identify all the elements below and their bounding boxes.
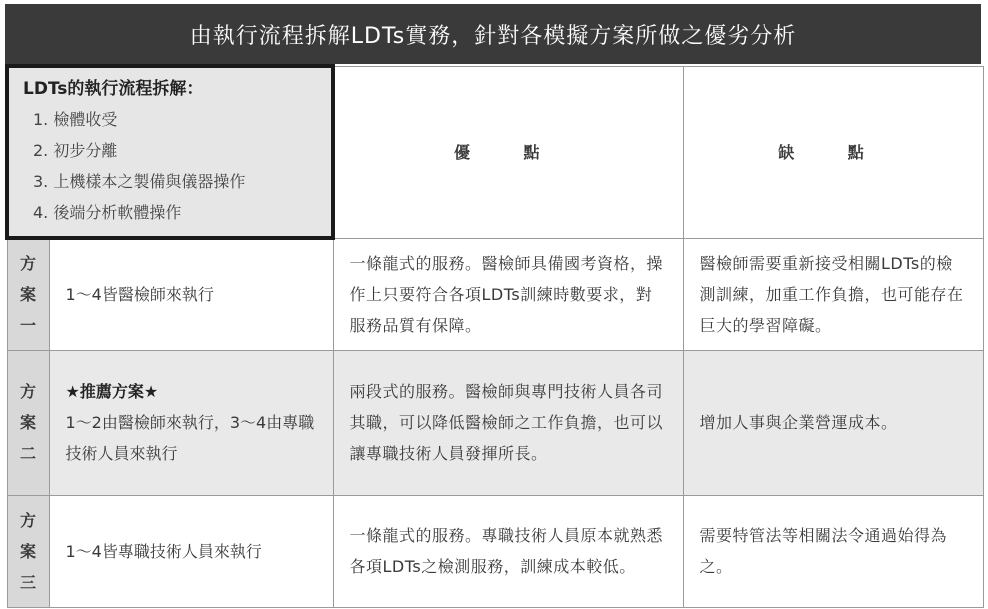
plan-label bbox=[7, 350, 49, 495]
plan-description: 1～4皆醫檢師來執行 bbox=[49, 238, 333, 350]
plan-description-cell bbox=[49, 350, 333, 495]
analysis-table-frame bbox=[5, 4, 981, 602]
plan-label-char: 案 bbox=[19, 413, 36, 432]
plan-label-char: 三 bbox=[19, 572, 36, 592]
comparison-table bbox=[5, 64, 984, 608]
header-row bbox=[7, 66, 983, 238]
plan-row-1 bbox=[7, 238, 983, 350]
pros-header: 優 點 bbox=[333, 66, 683, 238]
plan-label-char: 方 bbox=[19, 254, 36, 274]
plan-label-char: 二 bbox=[19, 444, 36, 463]
flow-heading: LDTs的執行流程拆解： bbox=[23, 79, 204, 99]
plan-row-3 bbox=[7, 495, 983, 607]
plan-cons: 需要特管法等相關法令通過始得為之。 bbox=[683, 495, 983, 607]
flow-step: 2. 初步分離 bbox=[33, 141, 118, 160]
plan-label-char: 案 bbox=[19, 541, 36, 561]
plan-label-char: 方 bbox=[19, 382, 36, 401]
plan-pros: 兩段式的服務。醫檢師與專門技術人員各司其職，可以降低醫檢師之工作負擔，也可以讓專職技術人員發揮所長。 bbox=[333, 350, 683, 495]
plan-label bbox=[7, 238, 49, 350]
plan-pros: 一條龍式的服務。醫檢師具備國考資格，操作上只要符合各項LDTs訓練時數要求，對服務品質有保障。 bbox=[333, 238, 683, 350]
flow-step: 1. 檢體收受 bbox=[33, 110, 118, 129]
flow-step: 4. 後端分析軟體操作 bbox=[33, 203, 182, 222]
plan-description: 1～2由醫檢師來執行，3～4由專職技術人員來執行 bbox=[65, 413, 315, 463]
plan-pros: 一條龍式的服務。專職技術人員原本就熟悉各項LDTs之檢測服務，訓練成本較低。 bbox=[333, 495, 683, 607]
flow-step: 3. 上機樣本之製備與儀器操作 bbox=[33, 172, 246, 191]
flow-steps-list bbox=[33, 104, 317, 228]
flow-breakdown-box bbox=[7, 66, 333, 238]
table-title: 由執行流程拆解LDTs實務，針對各模擬方案所做之優劣分析 bbox=[5, 4, 981, 64]
plan-cons: 醫檢師需要重新接受相關LDTs的檢測訓練，加重工作負擔，也可能存在巨大的學習障礙。 bbox=[683, 238, 983, 350]
plan-label bbox=[7, 495, 49, 607]
cons-header: 缺 點 bbox=[683, 66, 983, 238]
plan-label-char: 方 bbox=[19, 510, 36, 530]
plan-description: 1～4皆專職技術人員來執行 bbox=[49, 495, 333, 607]
plan-cons: 增加人事與企業營運成本。 bbox=[683, 350, 983, 495]
plan-label-char: 一 bbox=[19, 316, 36, 336]
plan-label-char: 案 bbox=[19, 285, 36, 305]
recommended-badge: ★推薦方案★ bbox=[65, 382, 159, 401]
plan-row-2 bbox=[7, 350, 983, 495]
